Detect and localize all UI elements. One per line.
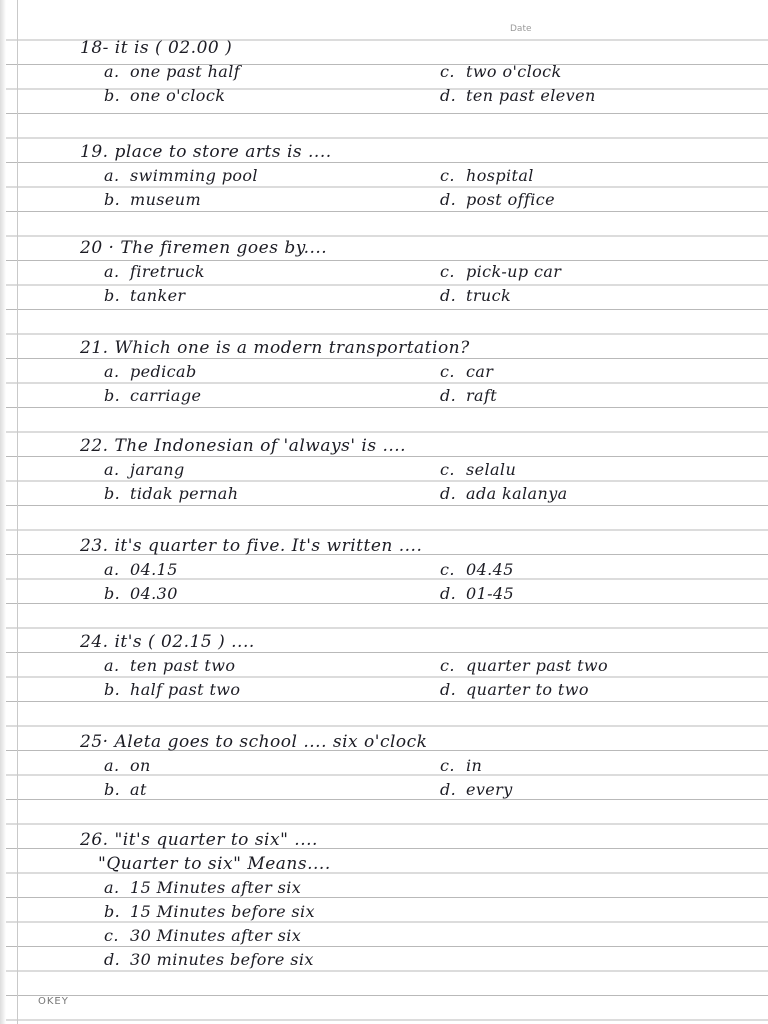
option-a: a. 04.15 [104, 560, 178, 579]
option-c: c. hospital [440, 166, 534, 185]
question-26 [80, 828, 740, 972]
question-stem: 18- it is ( 02.00 ) [80, 38, 233, 58]
option-a: a. pedicab [104, 362, 197, 381]
option-c: c. car [440, 362, 494, 381]
option-b: b. 15 Minutes before six [104, 902, 315, 921]
option-b: b. half past two [104, 680, 241, 699]
header-date-mark: Date [510, 24, 532, 34]
option-a: a. firetruck [104, 262, 205, 281]
question-stem: 23. it's quarter to five. It's written .... [80, 536, 423, 556]
option-c: c. two o'clock [440, 62, 562, 81]
question-20 [80, 236, 740, 305]
option-c: c. quarter past two [440, 656, 609, 675]
option-a: a. 15 Minutes after six [104, 878, 302, 897]
option-d: d. post office [440, 190, 556, 209]
option-d: d. raft [440, 386, 498, 405]
margin-line [17, 0, 18, 1024]
option-c: c. in [440, 756, 483, 775]
option-a: a. ten past two [104, 656, 236, 675]
paper-brand-mark: OKEY [38, 996, 69, 1007]
question-22 [80, 434, 740, 503]
question-stem: 24. it's ( 02.15 ) .... [80, 632, 255, 652]
question-24 [80, 630, 740, 699]
option-a: a. on [104, 756, 151, 775]
option-a: a. swimming pool [104, 166, 258, 185]
option-b: b. at [104, 780, 147, 799]
question-substem: "Quarter to six" Means.... [98, 854, 331, 874]
option-a: a. one past half [104, 62, 241, 81]
option-b: b. museum [104, 190, 202, 209]
option-b: b. carriage [104, 386, 202, 405]
question-stem: 21. Which one is a modern transportation? [80, 338, 470, 358]
option-d: d. quarter to two [440, 680, 589, 699]
question-stem: 19. place to store arts is .... [80, 142, 332, 162]
question-23 [80, 534, 740, 603]
question-stem: 22. The Indonesian of 'always' is .... [80, 436, 407, 456]
option-c: c. pick-up car [440, 262, 562, 281]
option-a: a. jarang [104, 460, 185, 479]
option-d: d. ten past eleven [440, 86, 596, 105]
question-21 [80, 336, 740, 405]
option-b: b. one o'clock [104, 86, 226, 105]
option-d: d. ada kalanya [440, 484, 568, 503]
option-b: b. tanker [104, 286, 186, 305]
option-d: d. every [440, 780, 513, 799]
option-d: d. truck [440, 286, 512, 305]
option-c: c. 30 Minutes after six [104, 926, 302, 945]
question-stem: 25· Aleta goes to school .... six o'clock [80, 732, 428, 752]
question-18 [80, 36, 740, 105]
question-stem: 26. "it's quarter to six" .... [80, 830, 318, 850]
option-d: d. 01-45 [440, 584, 515, 603]
option-b: b. 04.30 [104, 584, 178, 603]
question-19 [80, 140, 740, 209]
option-c: c. selalu [440, 460, 517, 479]
option-c: c. 04.45 [440, 560, 514, 579]
paper-binding-shadow [0, 0, 6, 1024]
option-d: d. 30 minutes before six [104, 950, 314, 969]
option-b: b. tidak pernah [104, 484, 239, 503]
question-25 [80, 730, 740, 799]
question-stem: 20 · The firemen goes by.... [80, 238, 328, 258]
